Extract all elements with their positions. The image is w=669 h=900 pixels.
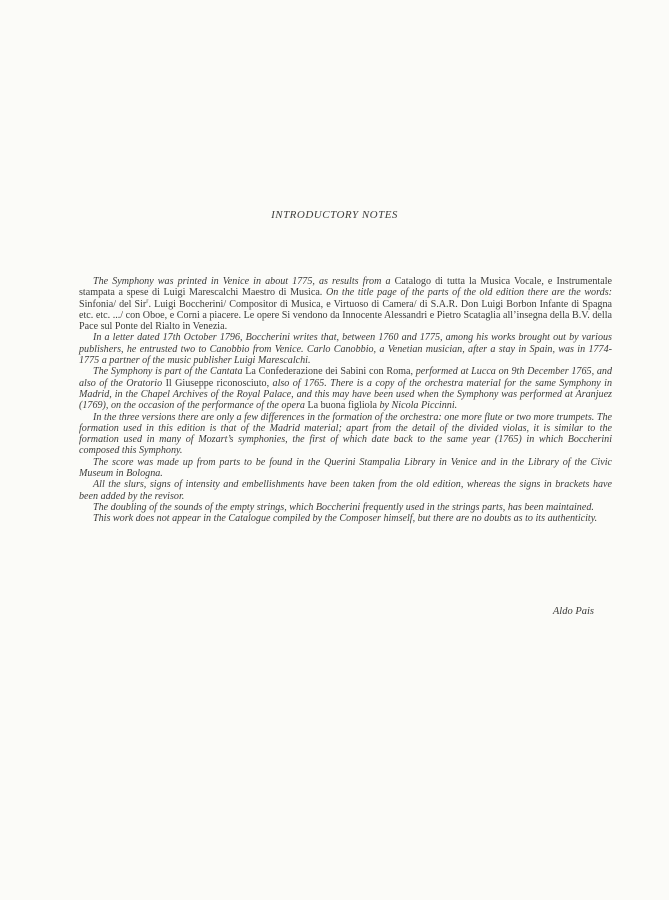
author-signature: Aldo Pais (552, 606, 594, 617)
italic-text-run: The Symphony is part of the Cantata (93, 366, 246, 378)
italic-text-run: The score was made up from parts to be found in the Querini Stampalia Library in Venice and in the Library of the Civic Museum in Bologna. (79, 456, 612, 480)
paragraph (79, 332, 612, 366)
paragraph (79, 412, 612, 457)
roman-text-run: Sinfonia/ del Sir (79, 298, 147, 310)
paragraph (79, 457, 612, 480)
italic-text-run: All the slurs, signs of intensity and embellishments have been taken from the old edition, whereas the signs in brackets have been added by the revisor. (79, 479, 612, 502)
paragraph (79, 276, 612, 332)
paragraph (79, 479, 612, 502)
italic-text-run: by Nicola Piccinni. (376, 400, 458, 412)
page-title: INTRODUCTORY NOTES (271, 209, 398, 221)
italic-text-run: This work does not appear in the Catalogue compiled by the Composer himself, but there are no doubts as to its authenticity. (93, 513, 598, 525)
italic-text-run: In the three versions there are only a few differences in the formation of the orchestra: one more flute or two more trumpets. The formation used in this edition is that of the Madrid material; apart from the detail of the divided violas, it is similar to the formation used in many of Mozart’s symphonies, the first of which date back to the same year (1765) in which Boccherini composed this Symphony. (79, 411, 612, 457)
italic-text-run: also of 1765. There is a copy of the orchestra material for the same Symphony in Madrid, in the Chapel Archives of the Royal Palace, and this may have been used when the Symphony was performed at Aranjuez (1769), on the occasion of the performance of the opera (79, 377, 612, 412)
roman-text-run: Il Giuseppe riconosciuto, (165, 377, 270, 389)
italic-text-run: The doubling of the sounds of the empty strings, which Boccherini frequently used in the strings parts, has been maintained. (93, 501, 594, 513)
italic-text-run: On the title page of the parts of the old edition there are the words: (322, 287, 612, 299)
roman-text-run: Catalogo di tutta la Musica Vocale, e Instrumentale stampata a spese di Luigi Marescalchi Maestro di Musica. (79, 276, 612, 299)
roman-text-run: . Luigi Boccherini/ Compositor di Musica, e Virtuoso di Camera/ di S.A.R. Don Luigi Borbon Infante di Spagna etc. etc. .../ con Oboe, e Corni a piacere. Le opere Si vendono da Innocente Alessandri e Pietro Scataglia all’insegna della B.V. della Pace sul Ponte del Rialto in Venezia. (79, 298, 612, 333)
paragraph (79, 366, 612, 411)
roman-text-run: La buona figliola (307, 400, 377, 412)
notes-body (79, 276, 612, 525)
roman-text-run: La Confederazione dei Sabini con Roma, (245, 366, 413, 378)
superscript-text: r (146, 297, 149, 305)
italic-text-run: The Symphony was printed in Venice in about 1775, as results from a (93, 276, 395, 287)
italic-text-run: performed at Lucca on 9th December 1765, and also of the Oratorio (79, 366, 613, 389)
paragraph (79, 502, 612, 513)
italic-text-run: In a letter dated 17th October 1796, Boccherini writes that, between 1760 and 1775, among his works brought out by various publishers, he entrusted two to Canobbio from Venice. Carlo Canobbio, a Venetian musician, after a stay in Spain, was in 1774-1775 a partner of the music publisher Luigi Marescalchi. (79, 332, 612, 367)
paragraph (79, 513, 612, 524)
